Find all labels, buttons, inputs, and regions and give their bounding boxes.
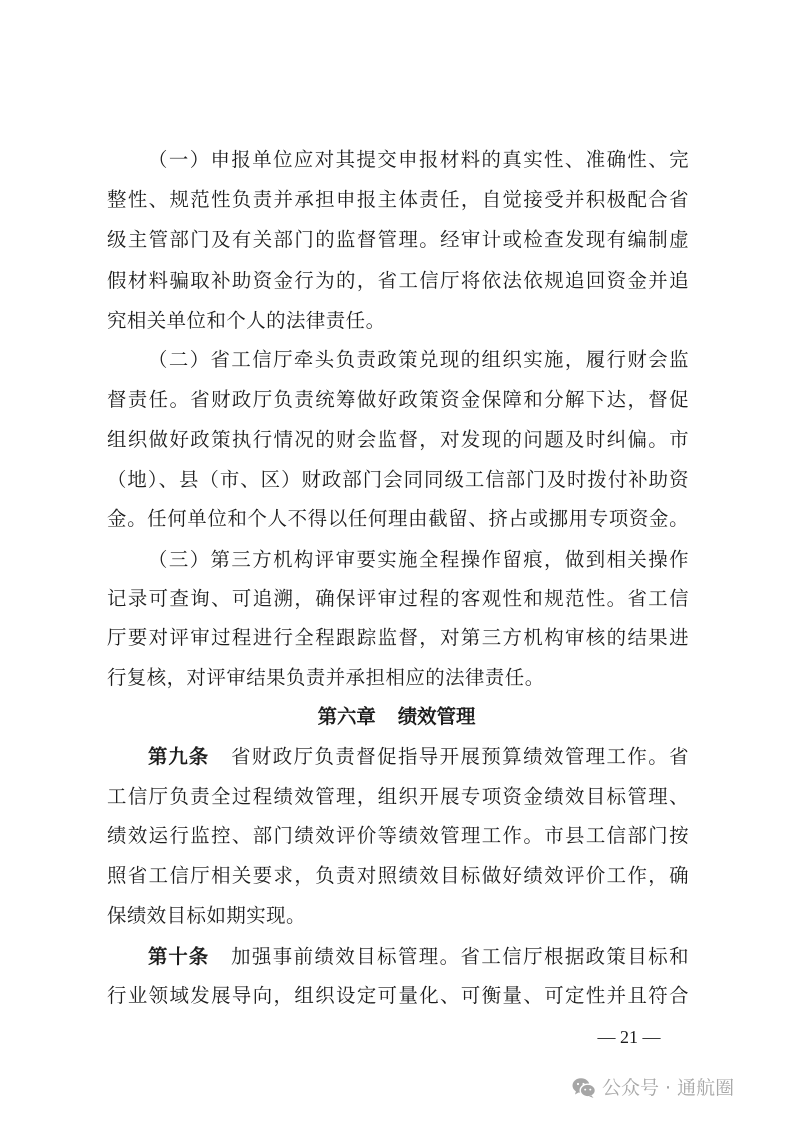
article-first-line [148,742,689,772]
article-text: 省财政厅负责督促指导开展预算绩效管理工作。省 [231,745,690,768]
paragraph-line: 工信厅负责全过程绩效管理，组织开展专项资金绩效目标管理、 [107,785,689,808]
chapter-heading [0,702,793,732]
article-first-line [148,942,689,972]
article-label: 第十条 [148,945,210,968]
paragraph-line: （二）省工信厅牵头负责政策兑现的组织实施，履行财会监 [148,348,689,371]
paragraph-line: 保绩效目标如期实现。 [107,904,306,927]
chapter-number: 第六章 [317,705,376,728]
chapter-title: 绩效管理 [397,705,476,728]
paragraph-line: 组织做好政策执行情况的财会监督，对发现的问题及时纠偏。市 [107,428,689,451]
watermark [572,1074,734,1102]
article-text: 加强事前绩效目标管理。省工信厅根据政策目标和 [231,945,690,968]
paragraph-line: 行复核，对评审结果负责并承担相应的法律责任。 [107,666,545,689]
paragraph-line: 金。任何单位和个人不得以任何理由截留、挤占或挪用专项资金。 [107,507,689,530]
paragraph-line: 照省工信厅相关要求，负责对照绩效目标做好绩效评价工作，确 [107,864,689,887]
paragraph-line: 假材料骗取补助资金行为的，省工信厅将依法依规追回资金并追 [107,269,689,292]
paragraph-line: （一）申报单位应对其提交申报材料的真实性、准确性、完 [148,148,689,171]
page-number: — 21 — [597,1027,661,1047]
paragraph-line: 级主管部门及有关部门的监督管理。经审计或检查发现有编制虚 [107,228,689,251]
paragraph-line: 绩效运行监控、部门绩效评价等绩效管理工作。市县工信部门按 [107,824,689,847]
wechat-icon [572,1077,596,1099]
paragraph-line: 督责任。省财政厅负责统筹做好政策资金保障和分解下达，督促 [107,388,689,411]
paragraph-line: 记录可查询、可追溯，确保评审过程的客观性和规范性。省工信 [107,587,689,610]
paragraph-line: 行业领域发展导向，组织设定可量化、可衡量、可定性并且符合 [107,984,689,1007]
paragraph-line: （三）第三方机构评审要实施全程操作留痕，做到相关操作 [148,548,689,571]
paragraph-line: 厅要对评审过程进行全程跟踪监督，对第三方机构审核的结果进 [107,626,689,649]
paragraph-line: 究相关单位和个人的法律责任。 [107,309,386,332]
watermark-text: 公众号 · 通航圈 [602,1077,735,1099]
paragraph-line: 整性、规范性负责并承担申报主体责任，自觉接受并积极配合省 [107,188,689,211]
article-label: 第九条 [148,745,210,768]
paragraph-line: （地）、县（市、区）财政部门会同同级工信部门及时拨付补助资 [107,468,689,491]
